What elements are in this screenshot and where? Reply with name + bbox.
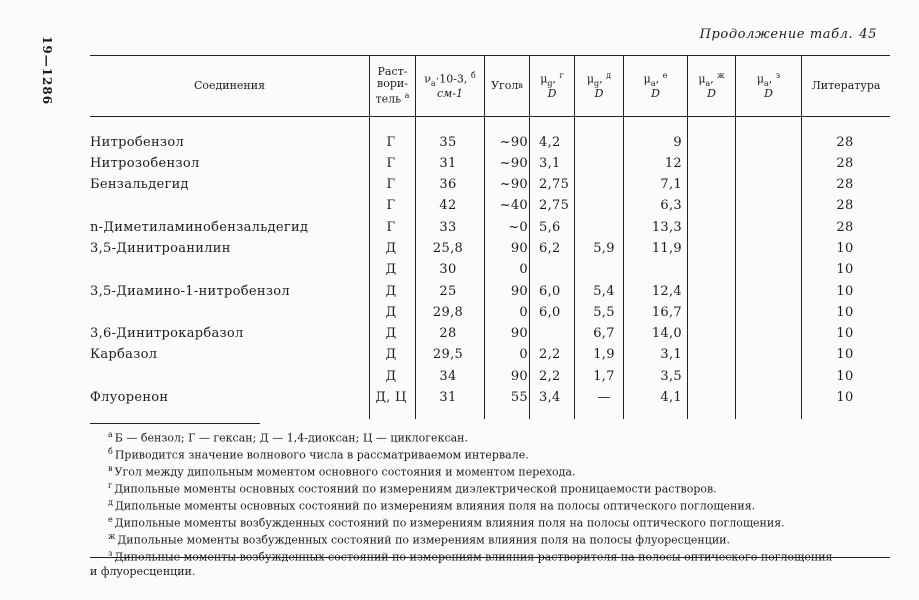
mu-symbol: μ	[698, 72, 706, 86]
mu-a-absorption-cell: 7,1	[660, 177, 682, 192]
unit-debye: D	[651, 87, 660, 101]
footnote-text: Дипольные моменты основных состояний по измерениям влияния поля на полосы оптического поглощения.	[114, 499, 756, 513]
footnote	[90, 428, 890, 445]
compound-cell: 3,5-Динитроанилин	[90, 241, 231, 256]
footnote-mark: ж	[717, 71, 725, 81]
mu-a-absorption-cell: 16,7	[651, 305, 682, 320]
literature-cell: 28	[836, 156, 854, 171]
mu-a-absorption-cell: 12	[664, 156, 682, 171]
literature-cell: 28	[836, 177, 854, 192]
solvent-cell: Г	[386, 135, 396, 150]
solvent-cell: Г	[386, 220, 396, 235]
literature-cell: 10	[836, 241, 854, 256]
nu-symbol: ν	[424, 72, 431, 86]
table-row	[90, 153, 890, 174]
solvent-cell: Д, Ц	[375, 390, 407, 405]
angle-cell: 0	[519, 305, 528, 320]
solvent-cell: Д	[385, 284, 397, 299]
compound-cell: 3,5-Диамино-1-нитробензол	[90, 284, 290, 299]
angle-cell: 90	[510, 284, 528, 299]
solvent-cell: Г	[386, 198, 396, 213]
table-row	[90, 323, 890, 344]
table-row	[90, 387, 890, 408]
unit-debye: D	[707, 87, 716, 101]
solvent-cell: Г	[386, 177, 396, 192]
solvent-cell: Д	[385, 369, 397, 384]
footnote	[90, 479, 890, 496]
mu-a-absorption-cell: 13,3	[651, 220, 682, 235]
table-header-rule	[90, 116, 890, 117]
footnote-mark: з	[775, 71, 781, 81]
header-mu-a-fluorescence	[688, 56, 735, 116]
table-row	[90, 259, 890, 280]
literature-cell: 28	[836, 198, 854, 213]
mu-a-absorption-cell: 11,9	[651, 241, 682, 256]
angle-cell: ~90	[499, 135, 528, 150]
footnote-mark: а	[404, 90, 410, 100]
mu-g-dielectric-cell: 5,6	[539, 220, 561, 235]
footnote	[90, 530, 890, 547]
literature-cell: 10	[836, 390, 854, 405]
footnote-mark: г	[108, 481, 113, 491]
mu-a-absorption-cell: 14,0	[651, 326, 682, 341]
wavenumber-cell: 30	[439, 262, 457, 277]
mu-g-dielectric-cell: 4,2	[539, 135, 561, 150]
mu-g-dielectric-cell: 3,4	[539, 390, 561, 405]
mu-g-field-cell: 5,9	[593, 241, 615, 256]
mu-subscript: a	[705, 79, 711, 88]
mu-symbol: μ	[756, 72, 764, 86]
mu-g-dielectric-cell: 2,2	[539, 369, 561, 384]
unit-debye: D	[594, 87, 604, 101]
footnote-mark: в	[518, 81, 523, 91]
comma: ,	[655, 72, 660, 86]
footnote-text: и флуоресценции.	[90, 564, 196, 578]
mu-g-dielectric-cell: 6,0	[539, 305, 561, 320]
footnote-mark: е	[108, 515, 113, 525]
mu-g-field-cell: 5,4	[593, 284, 615, 299]
footnote-mark: д	[606, 71, 612, 81]
table-row	[90, 217, 890, 238]
header-mu-a-solvent	[736, 56, 801, 116]
angle-cell: 90	[510, 326, 528, 341]
literature-cell: 28	[836, 135, 854, 150]
wavenumber-cell: 31	[439, 156, 457, 171]
header-literature-label: Литература	[811, 78, 881, 92]
angle-cell: 55	[510, 390, 528, 405]
mu-g-dielectric-cell: 2,75	[539, 198, 570, 213]
literature-cell: 10	[836, 262, 854, 277]
footnote	[90, 496, 890, 513]
table-row	[90, 281, 890, 302]
footnote	[90, 445, 890, 462]
nu-multiplier: ·10-3,	[435, 72, 468, 86]
page-number: 19—1286	[40, 36, 54, 106]
wavenumber-cell: 42	[439, 198, 457, 213]
wavenumber-cell: 28	[439, 326, 457, 341]
unit-debye: D	[764, 87, 773, 101]
solvent-cell: Д	[385, 347, 397, 362]
table-row	[90, 195, 890, 216]
solvent-cell: Д	[385, 241, 397, 256]
mu-symbol: μ	[586, 72, 595, 86]
footnote-text: Дипольные моменты возбужденных состояний по измерениям влияния поля на полосы флуоресценции.	[117, 534, 730, 548]
comma: ,	[710, 72, 714, 86]
mu-a-absorption-cell: 12,4	[651, 284, 682, 299]
nu-unit: см-1	[436, 87, 463, 101]
angle-cell: 90	[510, 369, 528, 384]
angle-cell: 90	[510, 241, 528, 256]
mu-g-field-cell: 1,7	[593, 369, 615, 384]
mu-g-dielectric-cell: 3,1	[539, 156, 561, 171]
mu-a-absorption-cell: 9	[673, 135, 682, 150]
mu-g-dielectric-cell: 2,75	[539, 177, 570, 192]
table-row	[90, 302, 890, 323]
mu-g-dielectric-cell: 6,2	[539, 241, 561, 256]
table-caption	[694, 27, 877, 42]
mu-subscript: a	[764, 79, 769, 88]
mu-symbol: μ	[540, 72, 548, 86]
table-row	[90, 132, 890, 153]
compound-cell: 3,6-Динитрокарбазол	[90, 326, 244, 341]
mu-g-field-cell: 5,5	[593, 305, 615, 320]
solvent-cell: Д	[385, 262, 397, 277]
footnote-text: Дипольные моменты возбужденных состояний по измерениям влияния поля на полосы оптического поглощения.	[114, 516, 785, 530]
header-mu-a-absorption	[624, 56, 687, 116]
caption-number: 45	[859, 27, 877, 42]
literature-cell: 10	[836, 369, 854, 384]
angle-cell: ~90	[499, 177, 528, 192]
mu-g-field-cell: 1,9	[593, 347, 615, 362]
footnote	[90, 462, 890, 479]
table-row	[90, 174, 890, 195]
comma: ,	[599, 72, 603, 86]
wavenumber-cell: 36	[439, 177, 457, 192]
footnote-mark: б	[470, 71, 476, 81]
compound-cell: Нитробензол	[90, 135, 185, 150]
footnote	[90, 547, 890, 564]
mu-g-field-cell: —	[597, 390, 611, 405]
literature-cell: 10	[836, 305, 854, 320]
compound-cell: Карбазол	[90, 347, 158, 362]
footnote-mark: в	[108, 464, 113, 474]
solvent-cell: Д	[385, 326, 397, 341]
compound-cell: Бензальдегид	[90, 177, 189, 192]
header-angle	[485, 56, 529, 116]
compound-cell: n-Диметиламинобензальдегид	[90, 220, 309, 235]
compound-cell: Флуоренон	[90, 390, 169, 405]
footnote-text: Приводится значение волнового числа в рассматриваемом интервале.	[114, 448, 529, 462]
wavenumber-cell: 35	[439, 135, 457, 150]
angle-cell: ~40	[499, 198, 528, 213]
mu-a-absorption-cell: 4,1	[660, 390, 682, 405]
header-wavenumber	[416, 56, 484, 116]
mu-g-dielectric-cell: 2,2	[539, 347, 561, 362]
angle-cell: 0	[519, 262, 528, 277]
footnote-rule	[90, 423, 260, 424]
wavenumber-cell: 29,5	[432, 347, 464, 362]
mu-g-field-cell: 6,7	[593, 326, 615, 341]
comma: ,	[768, 72, 773, 86]
footnote-mark: ж	[108, 532, 116, 542]
mu-symbol: μ	[643, 72, 651, 86]
footnote	[90, 513, 890, 530]
mu-a-absorption-cell: 6,3	[660, 198, 682, 213]
table-row	[90, 238, 890, 259]
header-solvent-line: Раст-	[377, 64, 408, 78]
footnote-mark: г	[559, 71, 564, 81]
literature-cell: 10	[836, 284, 854, 299]
mu-subscript: a	[650, 79, 656, 88]
wavenumber-cell: 25,8	[432, 241, 464, 256]
solvent-cell: Г	[386, 156, 396, 171]
angle-cell: ~0	[508, 220, 528, 235]
footnote-mark: е	[662, 71, 668, 81]
footnote-text: Б — бензол; Г — гексан; Д — 1,4-диоксан; Ц — циклогексан.	[114, 431, 468, 445]
footnote	[90, 565, 890, 578]
footnote-mark: д	[108, 498, 113, 508]
wavenumber-cell: 25	[439, 284, 457, 299]
header-compound	[90, 56, 369, 116]
nu-subscript: a	[430, 79, 436, 88]
footnote-mark: з	[108, 549, 113, 559]
wavenumber-cell: 31	[439, 390, 457, 405]
literature-cell: 10	[836, 326, 854, 341]
angle-cell: ~90	[499, 156, 528, 171]
mu-subscript: g	[594, 79, 600, 88]
table-row	[90, 344, 890, 365]
header-compound-label: Соединения	[193, 78, 266, 92]
header-angle-label: Угол	[491, 78, 519, 92]
header-solvent	[370, 56, 415, 116]
angle-cell: 0	[519, 347, 528, 362]
table-row	[90, 366, 890, 387]
mu-a-absorption-cell: 3,1	[660, 347, 682, 362]
solvent-cell: Д	[385, 305, 397, 320]
header-solvent-line: тель	[375, 92, 402, 106]
header-mu-g-field	[575, 56, 623, 116]
mu-g-dielectric-cell: 6,0	[539, 284, 561, 299]
wavenumber-cell: 34	[439, 369, 457, 384]
wavenumber-cell: 29,8	[432, 305, 464, 320]
header-solvent-line: вори-	[377, 77, 408, 91]
literature-cell: 28	[836, 220, 854, 235]
mu-a-absorption-cell: 3,5	[660, 369, 682, 384]
wavenumber-cell: 33	[439, 220, 457, 235]
unit-debye: D	[547, 87, 557, 101]
header-literature	[802, 56, 890, 116]
footnotes	[90, 428, 890, 578]
footnote-mark: б	[108, 447, 113, 457]
literature-cell: 10	[836, 347, 854, 362]
footnote-mark: а	[108, 430, 113, 439]
compound-cell: Нитрозобензол	[90, 156, 200, 171]
footnote-text: Дипольные моменты основных состояний по измерениям диэлектрической проницаемости растворов.	[114, 482, 717, 496]
footnote-text: Угол между дипольным моментом основного состояния и моментом перехода.	[114, 465, 576, 479]
mu-subscript: g	[547, 79, 553, 88]
comma: ,	[552, 72, 557, 86]
footnote-text: Дипольные моменты возбужденных состояний по измерениям влияния растворителя на полосы оптического поглощения	[114, 551, 833, 565]
caption-text: Продолжение табл.	[699, 27, 854, 42]
header-mu-g-dielectric	[530, 56, 574, 116]
